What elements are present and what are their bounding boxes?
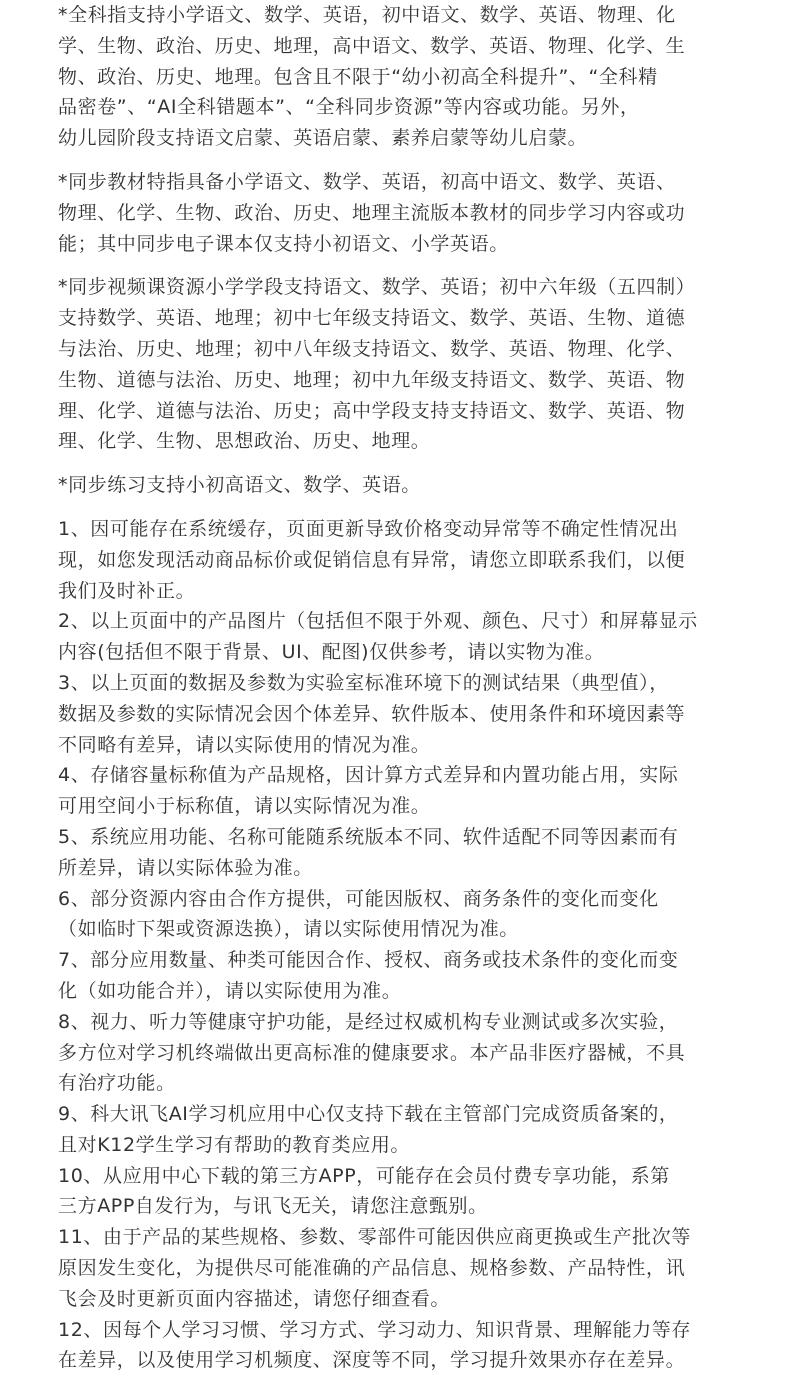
note-sync-video-courses (58, 272, 750, 457)
note-line: 理、化学、生物、思想政治、历史、地理。 (58, 430, 431, 453)
term-line: 多方位对学习机终端做出更高标准的健康要求。本产品非医疗器械，不具 (58, 1041, 686, 1064)
term-item (58, 1222, 750, 1314)
term-line: 有治疗功能。 (58, 1072, 176, 1095)
term-item (58, 1007, 750, 1099)
term-item (58, 1161, 750, 1223)
term-line: 化（如功能合并），请以实际使用为准。 (58, 979, 402, 1002)
note-line: 生物、道德与法治、历史、地理；初中九年级支持语文、数学、英语、物 (58, 368, 686, 391)
term-line: 11、由于产品的某些规格、参数、零部件可能因供应商更换或生产批次等 (58, 1226, 691, 1249)
note-all-subjects (58, 0, 750, 154)
term-line: 2、以上页面中的产品图片（包括但不限于外观、颜色、尺寸）和屏幕显示 (58, 610, 698, 633)
term-item (58, 514, 750, 606)
term-line: 12、因每个人学习习惯、学习方式、学习动力、知识背景、理解能力等存 (58, 1318, 691, 1341)
note-line: 理、化学、道德与法治、历史；高中学段支持支持语文、数学、英语、物 (58, 399, 686, 422)
term-line: 数据及参数的实际情况会因个体差异、软件版本、使用条件和环境因素等 (58, 702, 686, 725)
term-line: 飞会及时更新页面内容描述，请您仔细查看。 (58, 1287, 451, 1310)
note-line: *全科指支持小学语文、数学、英语，初中语文、数学、英语、物理、化 (58, 4, 676, 26)
term-line: 三方APP自发行为，与讯飞无关，请您注意甄别。 (58, 1195, 488, 1218)
term-line: 6、部分资源内容由合作方提供，可能因版权、商务条件的变化而变化 (58, 887, 659, 910)
term-item (58, 668, 750, 760)
term-item (58, 1315, 750, 1377)
note-line: *同步练习支持小初高语文、数学、英语。 (58, 474, 421, 497)
term-line: 3、以上页面的数据及参数为实验室标准环境下的测试结果（典型值）， (58, 671, 669, 694)
term-line: 7、部分应用数量、种类可能因合作、授权、商务或技术条件的变化而变 (58, 949, 679, 972)
term-item (58, 945, 750, 1007)
term-line: 5、系统应用功能、名称可能随系统版本不同、软件适配不同等因素而有 (58, 825, 679, 848)
term-item (58, 760, 750, 822)
term-item (58, 884, 750, 946)
subject-notes-section (58, 0, 750, 501)
note-sync-textbooks (58, 167, 750, 259)
term-line: 8、视力、听力等健康守护功能，是经过权威机构专业测试或多次实验， (58, 1010, 679, 1033)
term-line: 1、因可能存在系统缓存，页面更新导致价格变动异常等不确定性情况出 (58, 517, 679, 540)
term-line: 9、科大讯飞AI学习机应用中心仅支持下载在主管部门完成资质备案的， (58, 1103, 679, 1126)
term-line: 所差异，请以实际体验为准。 (58, 856, 313, 879)
note-line: 支持数学、英语、地理；初中七年级支持语文、数学、英语、生物、道德 (58, 307, 686, 330)
term-line: 4、存储容量标称值为产品规格，因计算方式差异和内置功能占用，实际 (58, 764, 679, 787)
term-line: 内容(包括但不限于背景、UI、配图)仅供参考，请以实物为准。 (58, 641, 605, 664)
term-item (58, 822, 750, 884)
term-line: 我们及时补正。 (58, 579, 196, 602)
term-item (58, 1099, 750, 1161)
term-line: 原因发生变化，为提供尽可能准确的产品信息、规格参数、产品特性，讯 (58, 1257, 686, 1280)
note-line: 物、政治、历史、地理。包含且不限于“幼小初高全科提升”、“全科精 (58, 65, 658, 88)
note-line: *同步教材特指具备小学语文、数学、英语，初高中语文、数学、英语、 (58, 170, 676, 193)
term-item (58, 606, 750, 668)
term-line: 在差异，以及使用学习机频度、深度等不同，学习提升效果亦存在差异。 (58, 1349, 686, 1372)
term-line: （如临时下架或资源迭换），请以实际使用情况为准。 (58, 918, 519, 941)
note-line: 与法治、历史、地理；初中八年级支持语文、数学、英语、物理、化学、 (58, 337, 686, 360)
term-line: 不同略有差异，请以实际使用的情况为准。 (58, 733, 431, 756)
disclaimer-terms-list (58, 514, 750, 1376)
note-line: 物理、化学、生物、政治、历史、地理主流版本教材的同步学习内容或功 (58, 201, 686, 224)
note-line: 能；其中同步电子课本仅支持小初语文、小学英语。 (58, 232, 509, 255)
term-line: 且对K12学生学习有帮助的教育类应用。 (58, 1133, 411, 1156)
note-line: *同步视频课资源小学学段支持语文、数学、英语；初中六年级（五四制） (58, 276, 696, 299)
term-line: 可用空间小于标称值，请以实际情况为准。 (58, 795, 431, 818)
note-line: 学、生物、政治、历史、地理，高中语文、数学、英语、物理、化学、生 (58, 34, 686, 57)
term-line: 现，如您发现活动商品标价或促销信息有异常，请您立即联系我们，以便 (58, 548, 686, 571)
note-line: 幼儿园阶段支持语文启蒙、英语启蒙、素养启蒙等幼儿启蒙。 (58, 127, 588, 150)
note-sync-practice (58, 470, 750, 501)
term-line: 10、从应用中心下载的第三方APP，可能存在会员付费专享功能，系第 (58, 1164, 670, 1187)
note-line: 品密卷”、“AI全科错题本”、“全科同步资源”等内容或功能。另外， (58, 96, 640, 119)
